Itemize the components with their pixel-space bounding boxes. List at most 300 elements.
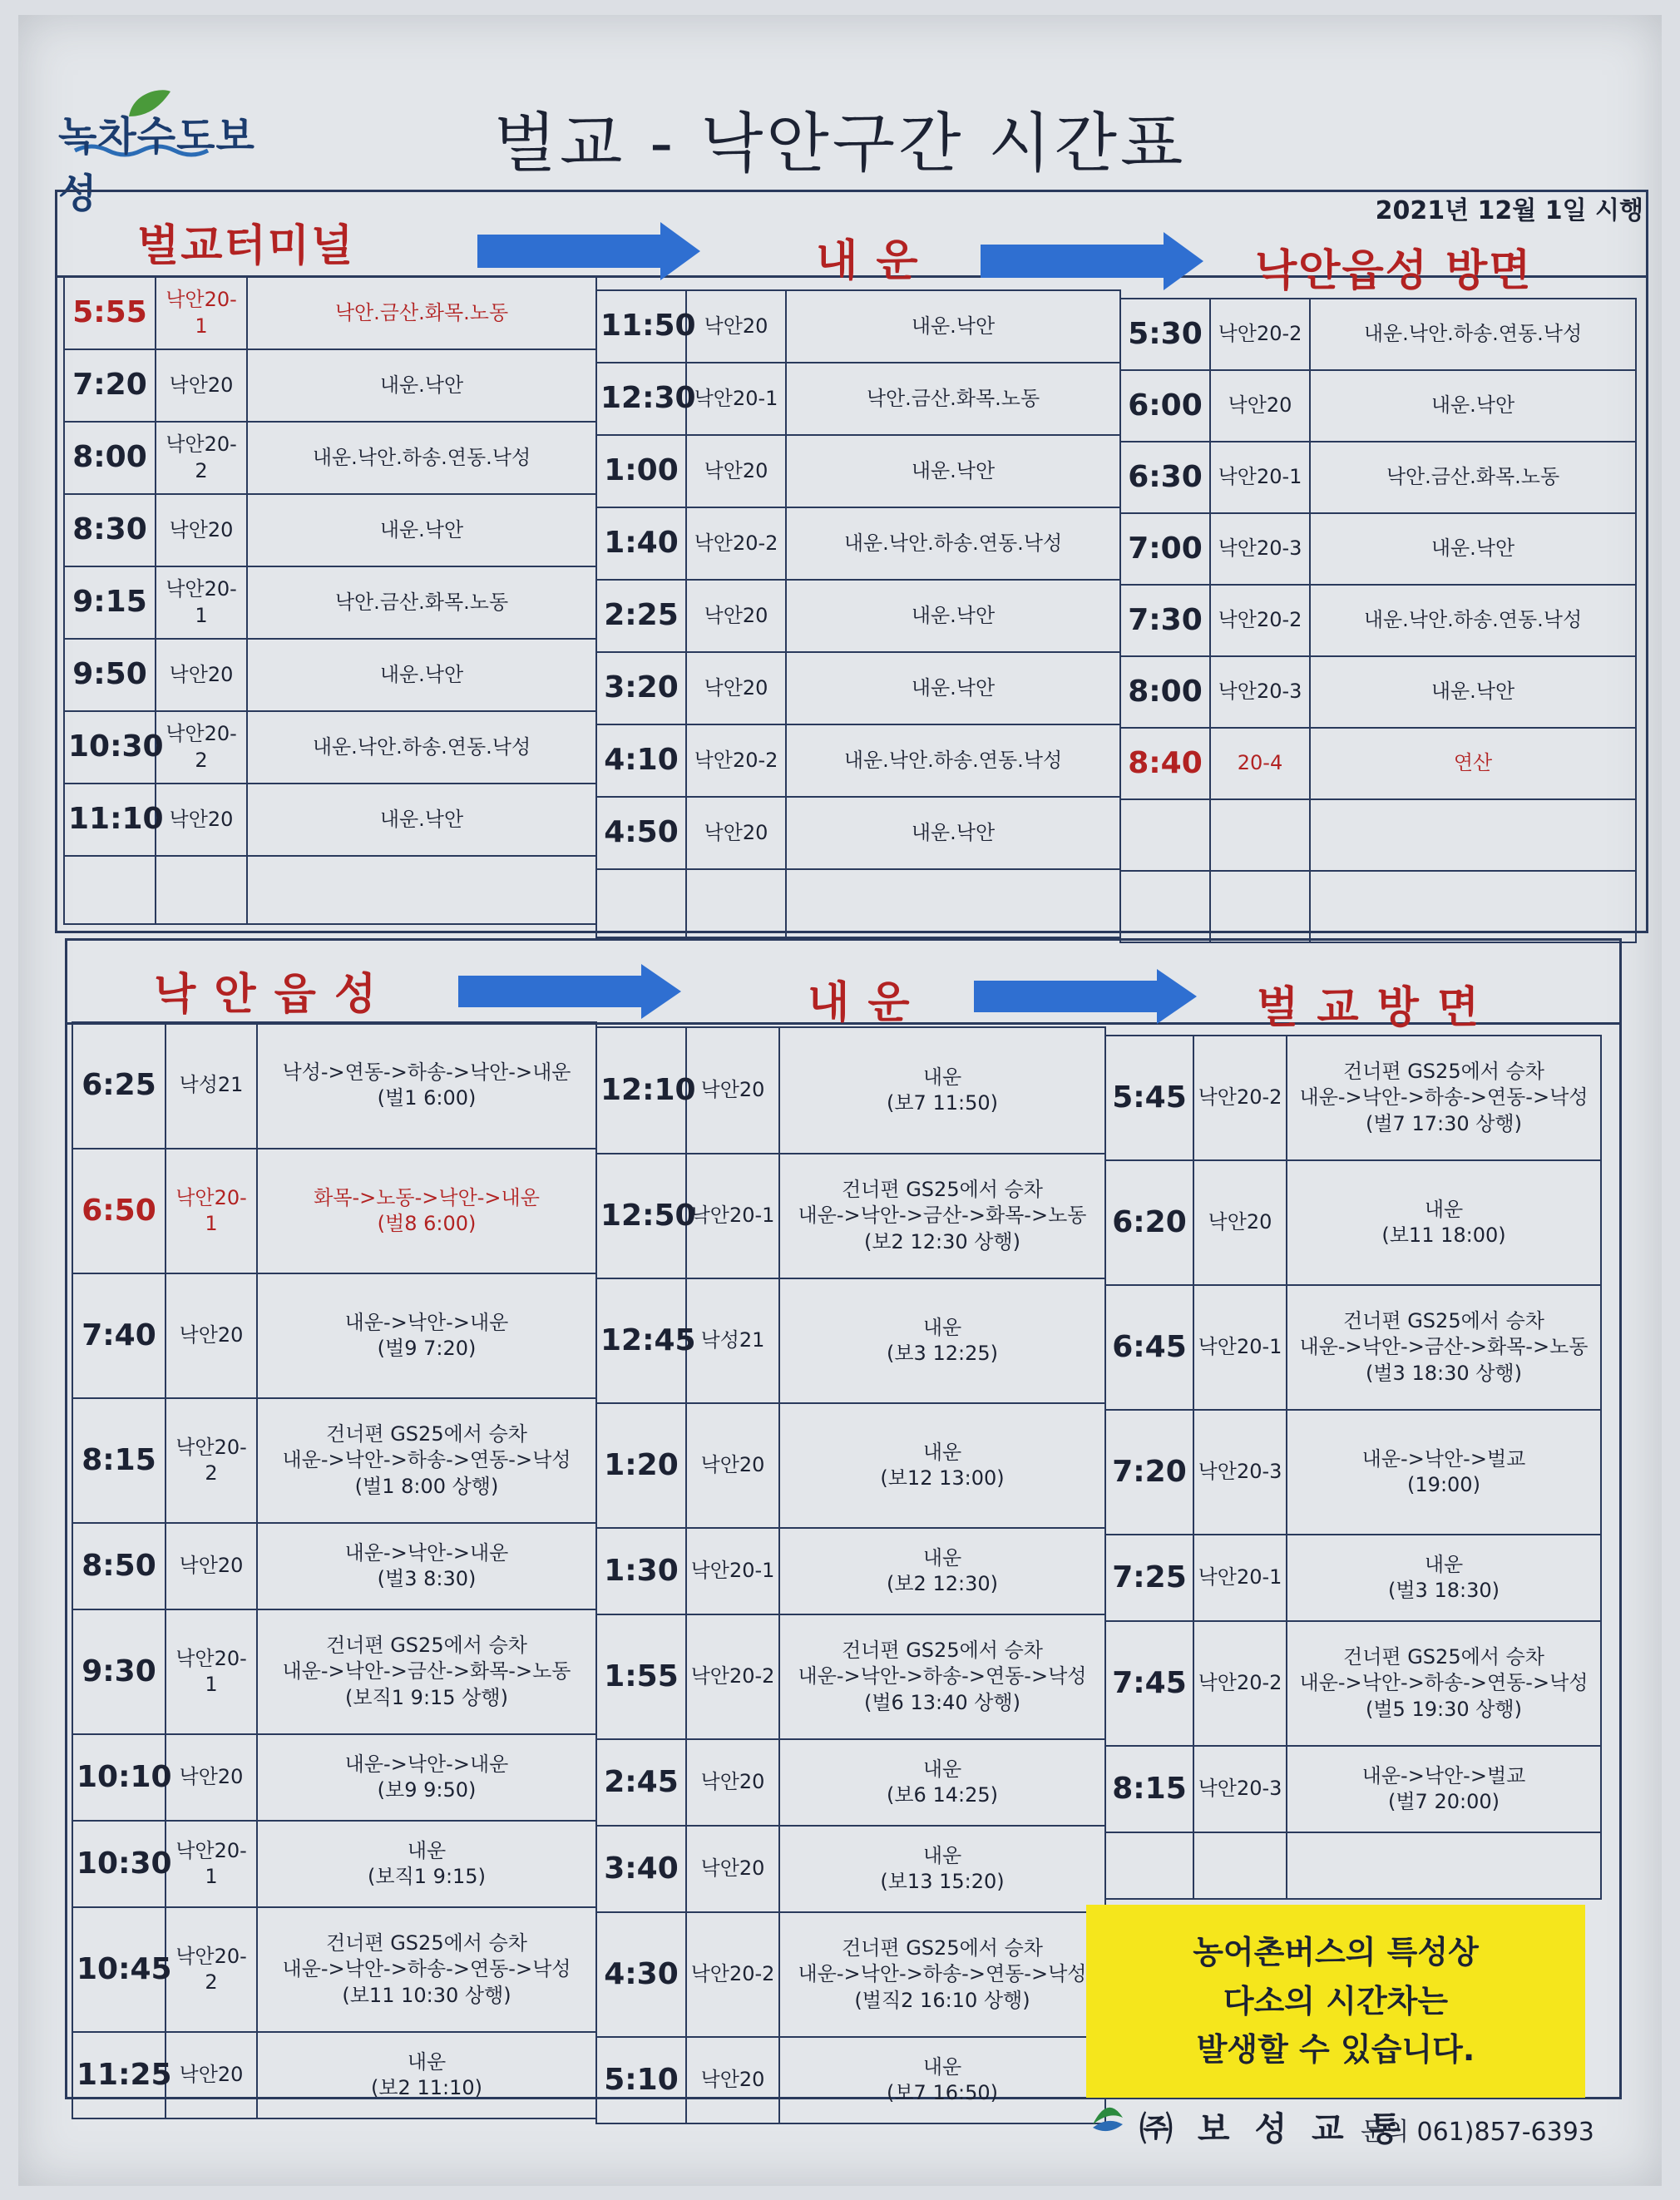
schedule-row xyxy=(1105,1410,1601,1535)
section1-table-column3 xyxy=(1119,298,1637,943)
schedule-row xyxy=(64,856,596,924)
route-stops-line: 내운->낙안->금산->화목->노동 xyxy=(282,1659,571,1683)
route-stops-line: 내운->낙안->금산->화목->노동 xyxy=(798,1204,1087,1228)
bus-route-number: 낙성21 xyxy=(686,1278,779,1403)
route-stops-line: (보11 10:30 상행) xyxy=(342,1983,511,2007)
route-stops-line: 건너편 GS25에서 승차 xyxy=(1343,1060,1544,1084)
route-stops xyxy=(247,856,596,924)
bus-route-number: 낙안20-1 xyxy=(1193,1285,1287,1410)
route-stops xyxy=(1310,799,1636,871)
bus-route-number: 낙안20 xyxy=(686,1739,779,1826)
schedule-row xyxy=(1120,585,1636,656)
departure-time xyxy=(64,856,156,924)
schedule-row xyxy=(72,2032,596,2118)
bus-route-number: 낙안20-2 xyxy=(1193,1036,1287,1160)
route-stops-line: (벌8 6:00) xyxy=(377,1212,477,1235)
route-stops-line: 내운->낙안->하송->연동->낙성 xyxy=(1299,1671,1589,1695)
route-stops: 내운.낙안 xyxy=(247,639,596,711)
schedule-row xyxy=(1105,1746,1601,1832)
bus-route-number: 낙안20 xyxy=(686,435,786,507)
departure-time: 1:20 xyxy=(596,1403,686,1528)
route-stops-line: 내운->낙안->하송->연동->낙성 xyxy=(1299,1085,1589,1110)
schedule-row xyxy=(72,1821,596,1907)
bus-route-number: 낙안20 xyxy=(156,639,247,711)
schedule-row xyxy=(596,1027,1105,1154)
route-stops-line: (보2 11:10) xyxy=(371,2076,482,2099)
route-stops-line: 내운->낙안->벌교 xyxy=(1361,1763,1526,1787)
route-stops-line: (벌1 6:00) xyxy=(377,1086,477,1110)
bus-route-number xyxy=(1193,1832,1287,1899)
delay-notice xyxy=(1086,1905,1585,2098)
route-stops xyxy=(779,1528,1105,1614)
bus-route-number: 낙안20 xyxy=(686,797,786,869)
departure-time: 11:10 xyxy=(64,784,156,856)
route-stops-line: (보3 12:25) xyxy=(887,1342,998,1365)
route-stops-line: (보2 12:30) xyxy=(887,1572,998,1595)
route-stops: 내운.낙안 xyxy=(1310,513,1636,585)
schedule-row xyxy=(1120,871,1636,942)
departure-time: 3:40 xyxy=(596,1826,686,1912)
route-stops-line: (벌3 18:30 상행) xyxy=(1366,1361,1522,1385)
bus-route-number: 낙안20-2 xyxy=(1210,299,1310,370)
route-stops-line: (보직1 9:15 상행) xyxy=(345,1685,508,1709)
bus-route-number: 낙안20 xyxy=(1210,370,1310,442)
section1-table-column2 xyxy=(595,289,1121,938)
route-stops-line: (보11 18:00) xyxy=(1381,1224,1506,1247)
schedule-row xyxy=(596,1912,1105,2037)
schedule-row xyxy=(596,1154,1105,1278)
departure-time: 3:20 xyxy=(596,652,686,724)
bus-route-number: 낙안20-2 xyxy=(166,1398,257,1523)
bus-route-number: 낙안20-1 xyxy=(166,1149,257,1273)
schedule-row xyxy=(1120,656,1636,728)
route-stops-line: (보13 15:20) xyxy=(880,1870,1005,1893)
route-stops: 낙안.금산.화목.노동 xyxy=(247,566,596,639)
route-stops: 내운.낙안.하송.연동.낙성 xyxy=(247,422,596,494)
departure-time: 7:20 xyxy=(1105,1410,1193,1535)
departure-time: 12:10 xyxy=(596,1027,686,1154)
section1-origin-label: 벌교터미널 xyxy=(137,221,355,271)
section1-table-column1 xyxy=(63,276,597,925)
route-stops xyxy=(779,1154,1105,1278)
departure-time: 7:40 xyxy=(72,1273,166,1398)
route-stops-line: (벌1 8:00 상행) xyxy=(354,1474,499,1498)
route-stops: 연산 xyxy=(1310,728,1636,799)
route-stops-line: 내운->낙안->내운 xyxy=(344,1752,509,1776)
route-stops-line: 내운 xyxy=(922,2054,962,2079)
route-stops: 내운.낙안 xyxy=(786,290,1120,363)
bus-route-number: 낙안20-2 xyxy=(156,422,247,494)
route-stops-line: 건너편 GS25에서 승차 xyxy=(842,1639,1043,1663)
departure-time: 6:50 xyxy=(72,1149,166,1273)
section1-middle-label: 내 운 xyxy=(816,236,920,286)
departure-time: 1:30 xyxy=(596,1528,686,1614)
schedule-row xyxy=(64,711,596,784)
route-stops xyxy=(779,1614,1105,1739)
arrow-right-icon xyxy=(974,969,1198,1024)
arrow-right-icon xyxy=(477,222,702,280)
schedule-row xyxy=(1105,1160,1601,1285)
schedule-row xyxy=(596,290,1120,363)
route-stops xyxy=(257,2032,596,2118)
departure-time: 12:30 xyxy=(596,363,686,435)
notice-line: 다소의 시간차는 xyxy=(1223,1982,1449,2020)
departure-time: 9:15 xyxy=(64,566,156,639)
route-stops: 내운.낙안 xyxy=(247,494,596,566)
route-stops xyxy=(1287,1036,1601,1160)
schedule-row xyxy=(596,1403,1105,1528)
schedule-row xyxy=(596,435,1120,507)
route-stops-line: 내운 xyxy=(922,1065,962,1089)
route-stops-line: 내운->낙안->금산->화목->노동 xyxy=(1299,1335,1589,1359)
route-stops: 내운.낙안 xyxy=(786,435,1120,507)
route-stops xyxy=(257,1149,596,1273)
bus-route-number: 낙안20-2 xyxy=(686,507,786,580)
departure-time: 1:55 xyxy=(596,1614,686,1739)
section2-origin-label: 낙 안 읍 성 xyxy=(154,970,378,1020)
bus-route-number: 낙안20-1 xyxy=(686,363,786,435)
bus-route-number: 낙안20-2 xyxy=(1210,585,1310,656)
schedule-row xyxy=(596,507,1120,580)
departure-time: 1:00 xyxy=(596,435,686,507)
bus-route-number: 낙안20-1 xyxy=(1210,442,1310,513)
route-stops xyxy=(1287,1832,1601,1899)
schedule-row xyxy=(1120,370,1636,442)
route-stops xyxy=(257,1022,596,1149)
route-stops-line: (벌5 19:30 상행) xyxy=(1366,1697,1522,1721)
route-stops-line: (벌7 17:30 상행) xyxy=(1366,1111,1522,1135)
route-stops xyxy=(257,1907,596,2032)
bus-route-number: 낙안20-3 xyxy=(1193,1410,1287,1535)
route-stops: 내운.낙안.하송.연동.낙성 xyxy=(1310,585,1636,656)
route-stops-line: (19:00) xyxy=(1407,1473,1480,1496)
bus-route-number: 낙안20-1 xyxy=(166,1821,257,1907)
route-stops: 내운.낙안.하송.연동.낙성 xyxy=(786,724,1120,797)
route-stops-line: (보7 16:50) xyxy=(887,2081,998,2104)
schedule-row xyxy=(72,1149,596,1273)
arrow-right-icon xyxy=(458,964,683,1019)
route-stops: 내운.낙안.하송.연동.낙성 xyxy=(247,711,596,784)
schedule-row xyxy=(596,363,1120,435)
route-stops xyxy=(779,1027,1105,1154)
departure-time: 7:30 xyxy=(1120,585,1210,656)
route-stops xyxy=(257,1821,596,1907)
departure-time: 10:30 xyxy=(64,711,156,784)
route-stops xyxy=(1287,1746,1601,1832)
departure-time: 4:30 xyxy=(596,1912,686,2037)
route-stops xyxy=(257,1273,596,1398)
section2-table-column1 xyxy=(72,1021,597,2119)
bus-route-number: 낙안20 xyxy=(686,1826,779,1912)
schedule-row xyxy=(596,2037,1105,2123)
departure-time: 10:30 xyxy=(72,1821,166,1907)
route-stops: 낙안.금산.화목.노동 xyxy=(1310,442,1636,513)
bus-route-number: 낙안20-2 xyxy=(686,724,786,797)
route-stops xyxy=(1287,1160,1601,1285)
page-title: 벌교 - 낙안구간 시간표 xyxy=(493,106,1187,181)
route-stops: 낙안.금산.화목.노동 xyxy=(247,277,596,349)
route-stops: 내운.낙안 xyxy=(1310,656,1636,728)
bus-route-number: 낙안20 xyxy=(156,784,247,856)
schedule-row xyxy=(72,1273,596,1398)
route-stops xyxy=(779,1826,1105,1912)
route-stops-line: 내운 xyxy=(922,1757,962,1781)
departure-time: 10:45 xyxy=(72,1907,166,2032)
route-stops-line: 내운 xyxy=(922,1545,962,1570)
route-stops xyxy=(1287,1535,1601,1621)
schedule-row xyxy=(64,277,596,349)
route-stops-line: 건너편 GS25에서 승차 xyxy=(326,1422,527,1446)
bus-route-number xyxy=(156,856,247,924)
route-stops-line: 건너편 GS25에서 승차 xyxy=(842,1936,1043,1960)
departure-time: 6:20 xyxy=(1105,1160,1193,1285)
departure-time: 8:00 xyxy=(1120,656,1210,728)
route-stops-line: (벌9 7:20) xyxy=(377,1337,477,1360)
route-stops xyxy=(786,869,1120,937)
departure-time xyxy=(596,869,686,937)
route-stops-line: 내운->낙안->하송->연동->낙성 xyxy=(282,1957,571,1981)
departure-time: 1:40 xyxy=(596,507,686,580)
schedule-row xyxy=(72,1609,596,1734)
schedule-row xyxy=(596,869,1120,937)
departure-time: 5:30 xyxy=(1120,299,1210,370)
bus-route-number: 낙안20-2 xyxy=(156,711,247,784)
bus-route-number: 낙안20-3 xyxy=(1193,1746,1287,1832)
schedule-row xyxy=(596,1826,1105,1912)
route-stops-line: (보9 9:50) xyxy=(377,1778,477,1802)
notice-line: 농어촌버스의 특성상 xyxy=(1193,1933,1479,1970)
schedule-row xyxy=(596,652,1120,724)
route-stops xyxy=(779,1403,1105,1528)
bus-route-number: 낙안20 xyxy=(166,2032,257,2118)
bus-route-number: 낙성21 xyxy=(166,1022,257,1149)
route-stops-line: 내운 xyxy=(922,1440,962,1464)
section2-middle-label: 내 운 xyxy=(808,978,912,1028)
route-stops: 내운.낙안 xyxy=(247,784,596,856)
route-stops: 내운.낙안 xyxy=(786,580,1120,652)
departure-time: 6:25 xyxy=(72,1022,166,1149)
route-stops xyxy=(1287,1410,1601,1535)
bus-route-number: 20-4 xyxy=(1210,728,1310,799)
route-stops-line: (보2 12:30 상행) xyxy=(864,1229,1020,1253)
bus-route-number: 낙안20 xyxy=(1193,1160,1287,1285)
departure-time: 9:50 xyxy=(64,639,156,711)
schedule-row xyxy=(72,1734,596,1821)
departure-time: 2:45 xyxy=(596,1739,686,1826)
route-stops-line: 내운->낙안->하송->연동->낙성 xyxy=(798,1962,1087,1986)
schedule-row xyxy=(72,1907,596,2032)
route-stops-line: 내운->낙안->내운 xyxy=(344,1310,509,1334)
schedule-row xyxy=(596,724,1120,797)
bus-route-number: 낙안20 xyxy=(686,290,786,363)
bus-route-number: 낙안20-1 xyxy=(166,1609,257,1734)
schedule-row xyxy=(1120,728,1636,799)
departure-time xyxy=(1105,1832,1193,1899)
route-stops-line: 건너편 GS25에서 승차 xyxy=(1343,1309,1544,1333)
route-stops-line: 내운 xyxy=(1424,1197,1464,1221)
schedule-row xyxy=(72,1398,596,1523)
schedule-row xyxy=(596,1739,1105,1826)
departure-time: 7:20 xyxy=(64,349,156,422)
route-stops xyxy=(257,1609,596,1734)
schedule-row xyxy=(596,580,1120,652)
schedule-row xyxy=(72,1022,596,1149)
logo-text: 녹차수도보성 xyxy=(58,113,255,217)
bus-route-number: 낙안20 xyxy=(686,1403,779,1528)
departure-time: 8:15 xyxy=(72,1398,166,1523)
bus-route-number: 낙안20 xyxy=(166,1734,257,1821)
route-stops-line: 내운->낙안->하송->연동->낙성 xyxy=(798,1664,1087,1688)
schedule-row xyxy=(596,1278,1105,1403)
schedule-row xyxy=(1120,513,1636,585)
notice-line: 발생할 수 있습니다. xyxy=(1196,2031,1475,2069)
schedule-row xyxy=(64,566,596,639)
section1-route-header xyxy=(57,192,1646,296)
route-stops: 내운.낙안 xyxy=(786,797,1120,869)
departure-time: 6:45 xyxy=(1105,1285,1193,1410)
bus-route-number: 낙안20-3 xyxy=(1210,656,1310,728)
route-stops-line: 화목->노동->낙안->내운 xyxy=(314,1185,540,1209)
effective-date: 2021년 12월 1일 시행 xyxy=(1375,196,1643,225)
schedule-row xyxy=(596,1614,1105,1739)
bus-route-number: 낙안20-1 xyxy=(686,1154,779,1278)
route-stops-line: 건너편 GS25에서 승차 xyxy=(842,1178,1043,1202)
route-stops-line: 내운->낙안->내운 xyxy=(344,1540,509,1565)
route-stops xyxy=(779,1278,1105,1403)
bus-route-number: 낙안20-1 xyxy=(1193,1535,1287,1621)
route-stops-line: (벌3 8:30) xyxy=(377,1567,477,1590)
route-stops-line: (벌3 18:30) xyxy=(1388,1579,1500,1602)
route-stops xyxy=(257,1398,596,1523)
schedule-row xyxy=(1105,1621,1601,1746)
bus-route-number: 낙안20-2 xyxy=(686,1912,779,2037)
route-stops: 내운.낙안 xyxy=(786,652,1120,724)
departure-time: 2:25 xyxy=(596,580,686,652)
departure-time: 5:55 xyxy=(64,277,156,349)
route-stops: 내운.낙안.하송.연동.낙성 xyxy=(786,507,1120,580)
schedule-row xyxy=(1105,1535,1601,1621)
route-stops xyxy=(1287,1621,1601,1746)
route-stops-line: 건너편 GS25에서 승차 xyxy=(326,1634,527,1658)
schedule-row xyxy=(1120,442,1636,513)
departure-time: 5:45 xyxy=(1105,1036,1193,1160)
arrow-right-icon xyxy=(981,232,1205,290)
departure-time: 8:15 xyxy=(1105,1746,1193,1832)
section2-table-column2 xyxy=(595,1026,1106,2124)
route-stops-line: (보6 14:25) xyxy=(887,1783,998,1807)
route-stops-line: (벌6 13:40 상행) xyxy=(864,1690,1020,1714)
departure-time: 11:50 xyxy=(596,290,686,363)
route-stops-line: 내운->낙안->벌교 xyxy=(1361,1446,1526,1471)
route-stops-line: (보7 11:50) xyxy=(887,1091,998,1115)
route-stops-line: 내운->낙안->하송->연동->낙성 xyxy=(282,1448,571,1472)
company-name: ㈜ 보 성 교 통 xyxy=(1139,2110,1408,2148)
route-stops-line: 내운 xyxy=(1424,1552,1464,1576)
schedule-row xyxy=(1105,1036,1601,1160)
departure-time: 9:30 xyxy=(72,1609,166,1734)
bus-route-number xyxy=(1210,871,1310,942)
route-stops xyxy=(779,2037,1105,2123)
route-stops xyxy=(257,1734,596,1821)
departure-time xyxy=(1120,799,1210,871)
departure-time: 4:10 xyxy=(596,724,686,797)
route-stops xyxy=(1287,1285,1601,1410)
departure-time: 12:50 xyxy=(596,1154,686,1278)
route-stops xyxy=(257,1523,596,1609)
bus-route-number: 낙안20-1 xyxy=(156,566,247,639)
bus-route-number: 낙안20-2 xyxy=(1193,1621,1287,1746)
schedule-row xyxy=(1120,299,1636,370)
departure-time xyxy=(1120,871,1210,942)
departure-time: 8:00 xyxy=(64,422,156,494)
bus-route-number: 낙안20 xyxy=(686,580,786,652)
route-stops-line: 내운 xyxy=(922,1843,962,1867)
schedule-row xyxy=(64,349,596,422)
schedule-row xyxy=(64,494,596,566)
bus-route-number: 낙안20 xyxy=(686,652,786,724)
bus-route-number: 낙안20 xyxy=(686,1027,779,1154)
route-stops-line: (벌7 20:00) xyxy=(1388,1790,1500,1813)
bus-route-number: 낙안20 xyxy=(166,1273,257,1398)
route-stops: 내운.낙안 xyxy=(1310,370,1636,442)
schedule-row xyxy=(596,797,1120,869)
bus-route-number: 낙안20 xyxy=(156,349,247,422)
route-stops-line: 내운 xyxy=(407,2049,447,2074)
bus-route-number xyxy=(1210,799,1310,871)
route-stops xyxy=(779,1739,1105,1826)
route-stops-line: (보직1 9:15) xyxy=(368,1865,486,1888)
bus-route-number: 낙안20-3 xyxy=(1210,513,1310,585)
route-stops-line: 건너편 GS25에서 승차 xyxy=(1343,1645,1544,1669)
schedule-row xyxy=(72,1523,596,1609)
bus-route-number: 낙안20 xyxy=(166,1523,257,1609)
schedule-row xyxy=(64,639,596,711)
departure-time: 7:00 xyxy=(1120,513,1210,585)
route-stops xyxy=(1310,871,1636,942)
route-stops-line: (보12 13:00) xyxy=(880,1466,1005,1490)
departure-time: 7:45 xyxy=(1105,1621,1193,1746)
section1-destination-label: 낙안읍성 방면 xyxy=(1255,246,1533,296)
schedule-row xyxy=(1105,1285,1601,1410)
departure-time: 8:40 xyxy=(1120,728,1210,799)
route-stops-line: 낙성->연동->하송->낙안->내운 xyxy=(282,1060,571,1084)
schedule-row xyxy=(1105,1832,1601,1899)
contact-phone: 문의 061)857-6393 xyxy=(1361,2118,1594,2147)
route-stops xyxy=(779,1912,1105,2037)
route-stops-line: (벌직2 16:10 상행) xyxy=(854,1988,1030,2012)
bus-route-number: 낙안20-2 xyxy=(686,1614,779,1739)
schedule-row xyxy=(596,1528,1105,1614)
departure-time: 8:50 xyxy=(72,1523,166,1609)
route-stops: 내운.낙안 xyxy=(247,349,596,422)
section2-route-header xyxy=(67,941,1619,1033)
bus-route-number: 낙안20-2 xyxy=(166,1907,257,2032)
departure-time: 8:30 xyxy=(64,494,156,566)
departure-time: 5:10 xyxy=(596,2037,686,2123)
departure-time: 11:25 xyxy=(72,2032,166,2118)
departure-time: 6:30 xyxy=(1120,442,1210,513)
route-stops-line: 건너편 GS25에서 승차 xyxy=(326,1931,527,1955)
departure-time: 10:10 xyxy=(72,1734,166,1821)
bus-route-number: 낙안20-1 xyxy=(686,1528,779,1614)
bus-route-number: 낙안20-1 xyxy=(156,277,247,349)
route-stops: 내운.낙안.하송.연동.낙성 xyxy=(1310,299,1636,370)
section2-destination-label: 벌 교 방 면 xyxy=(1257,983,1481,1033)
schedule-row xyxy=(64,422,596,494)
bus-route-number xyxy=(686,869,786,937)
schedule-row xyxy=(64,784,596,856)
bus-route-number: 낙안20 xyxy=(686,2037,779,2123)
